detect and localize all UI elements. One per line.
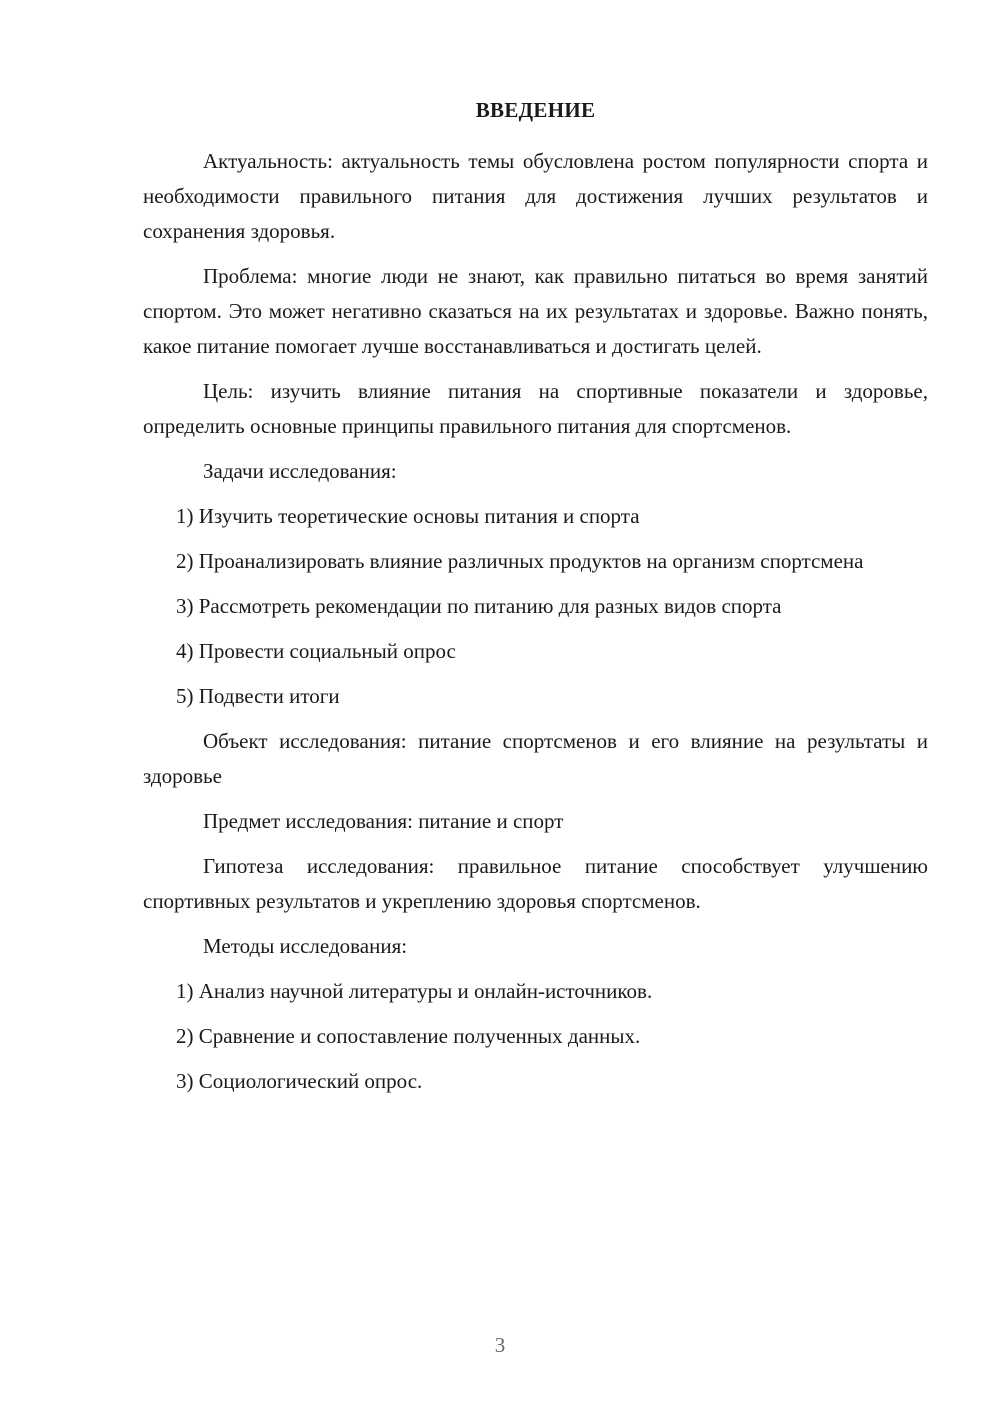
hypothesis-paragraph: Гипотеза исследования: правильное питание способствует улучшению спортивных результатов и укреплению здоровья спортсменов.	[143, 854, 928, 913]
methods-heading: Методы исследования:	[203, 934, 408, 958]
subject-paragraph: Предмет исследования: питание и спорт	[203, 809, 564, 833]
problem-paragraph: Проблема: многие люди не знают, как правильно питаться во время занятий спортом. Это может негативно сказаться на их результатах и здоровье. Важно понять, какое питание помогает лучше восстанавливаться и достигать целей.	[143, 264, 928, 358]
section-title: ВВЕДЕНИЕ	[475, 98, 596, 122]
task-item: 4) Провести социальный опрос	[176, 639, 456, 663]
task-item: 3) Рассмотреть рекомендации по питанию для разных видов спорта	[176, 594, 782, 618]
task-item: 2) Проанализировать влияние различных продуктов на организм спортсмена	[176, 549, 864, 573]
relevance-paragraph: Актуальность: актуальность темы обусловлена ростом популярности спорта и необходимости правильного питания для достижения лучших результатов и сохранения здоровья.	[143, 149, 928, 243]
task-item: 5) Подвести итоги	[176, 684, 340, 708]
method-item: 1) Анализ научной литературы и онлайн-источников.	[176, 979, 653, 1003]
task-item: 1) Изучить теоретические основы питания и спорта	[176, 504, 640, 528]
document-page	[143, 95, 928, 1109]
tasks-heading: Задачи исследования:	[203, 459, 397, 483]
goal-paragraph: Цель: изучить влияние питания на спортивные показатели и здоровье, определить основные принципы правильного питания для спортсменов.	[143, 379, 928, 438]
page-number: 3	[494, 1333, 506, 1357]
method-item: 2) Сравнение и сопоставление полученных данных.	[176, 1024, 641, 1048]
method-item: 3) Социологический опрос.	[176, 1069, 423, 1093]
object-paragraph: Объект исследования: питание спортсменов и его влияние на результаты и здоровье	[143, 729, 928, 788]
